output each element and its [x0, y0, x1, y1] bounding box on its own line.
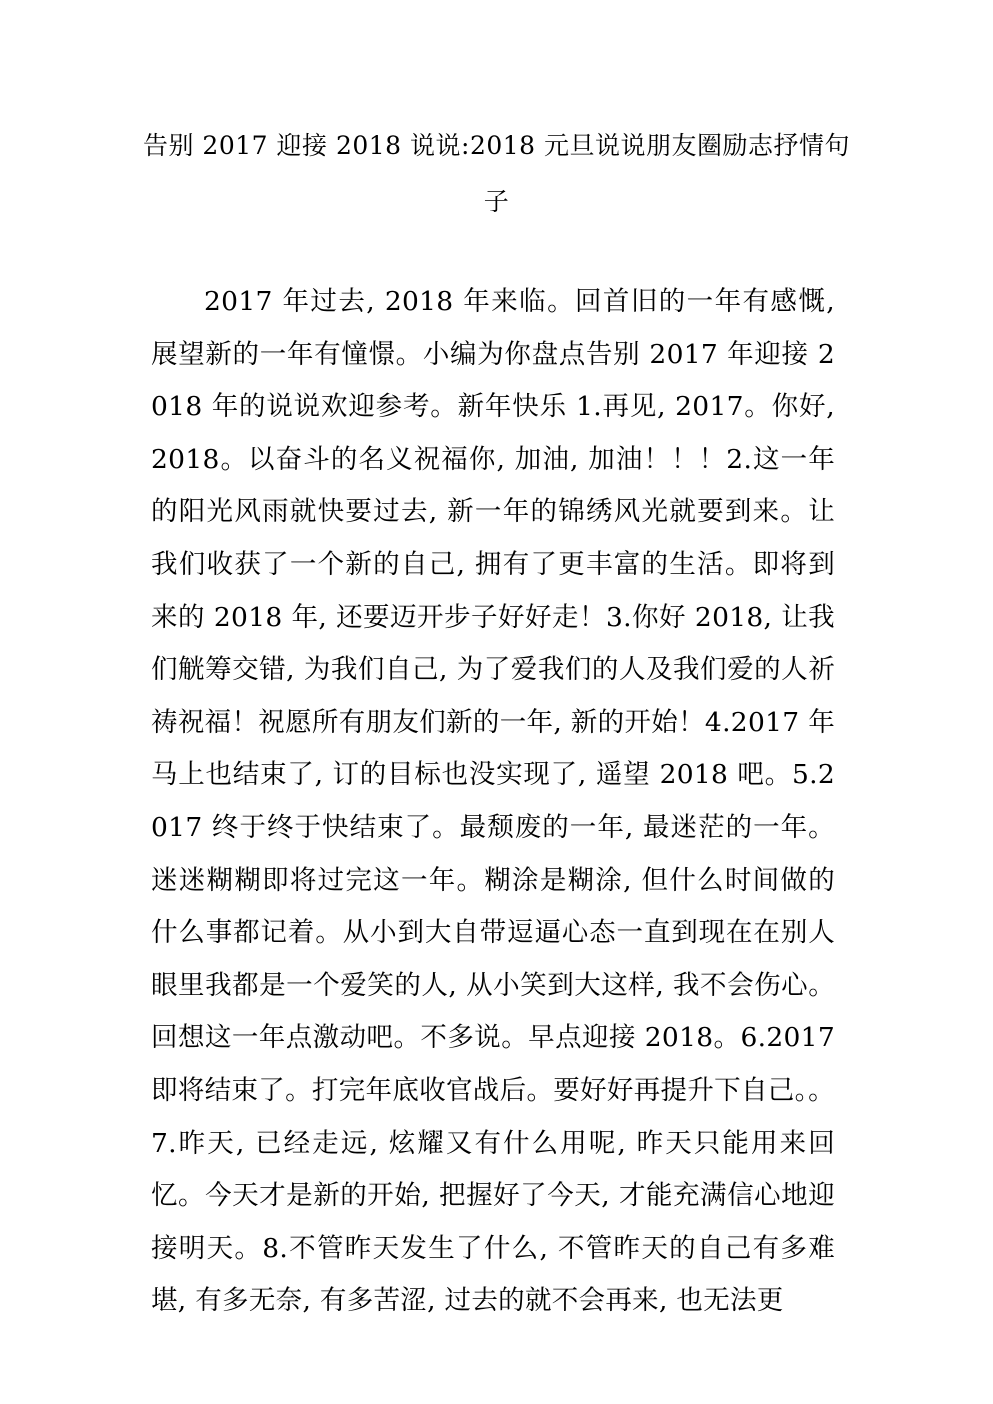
document-body-paragraph: 2017 年过去, 2018 年来临。回首旧的一年有感慨, 展望新的一年有憧憬。小编为你盘点告别 2017 年迎接 2018 年的说说欢迎参考。新年快乐 1.再见, 2017。你好, 2018。以奋斗的名义祝福你, 加油, 加油！！！2.这一年的阳光风雨就快要过去, 新一年的锦绣风光就要到来。让我们收获了一个新的自己, 拥有了更丰富的生活。即将到来的 2018 年, 还要迈开步子好好走！3.你好 2018, 让我们觥筹交错, 为我们自己, 为了爱我们的人及我们爱的人祈祷祝福！祝愿所有朋友们新的一年, 新的开始！4.2017 年马上也结束了, 订的目标也没实现了, 遥望 2018 吧。5.2017 终于终于快结束了。最颓废的一年, 最迷茫的一年。迷迷糊糊即将过完这一年。糊涂是糊涂, 但什么时间做的什么事都记着。从小到大自带逗逼心态一直到现在在别人眼里我都是一个爱笑的人, 从小笑到大这样, 我不会伤心。回想这一年点激动吧。不多说。早点迎接 2018。6.2017 即将结束了。打完年底收官战后。要好好再提升下自己。。7.昨天, 已经走远, 炫耀又有什么用呢, 昨天只能用来回忆。今天才是新的开始, 把握好了今天, 才能充满信心地迎接明天。8.不管昨天发生了什么, 不管昨天的自己有多难堪, 有多无奈, 有多苦涩, 过去的就不会再来, 也无法更 — [151, 286, 835, 1317]
document-title: 告别 2017 迎接 2018 说说:2018 元旦说说朋友圈励志抒情句子 — [142, 131, 851, 216]
